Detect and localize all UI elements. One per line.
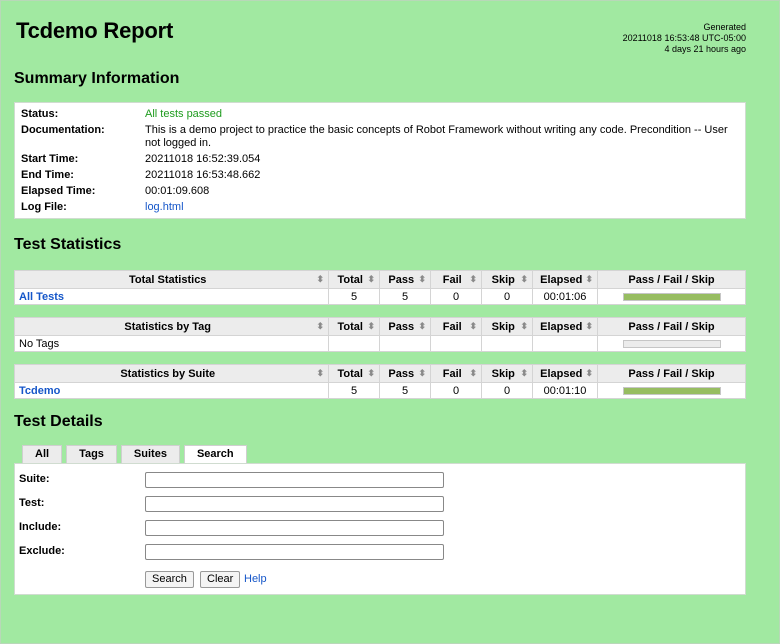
exclude-label: Exclude: xyxy=(19,545,65,557)
empty-bar xyxy=(623,340,721,348)
elapsed-col-label: Elapsed xyxy=(540,273,583,286)
generated-info xyxy=(623,22,746,55)
tag-statistics-title: Statistics by Tag xyxy=(124,320,212,333)
elapsed-time-label: Elapsed Time: xyxy=(21,185,96,197)
search-panel xyxy=(14,463,746,595)
stats-pass: 5 xyxy=(380,383,431,399)
end-time-value: 20211018 16:53:48.662 xyxy=(145,169,261,181)
sort-icon: ⬍ xyxy=(367,367,375,378)
fail-column-header[interactable] xyxy=(431,271,482,289)
total-column-header[interactable] xyxy=(329,271,380,289)
end-time-label: End Time: xyxy=(21,169,74,181)
graph-column-header: Pass / Fail / Skip xyxy=(598,271,746,289)
documentation-value: This is a demo project to practice the basic concepts of Robot Framework without writing any code. Precondition -- User not logged in. xyxy=(145,124,728,149)
start-time-value: 20211018 16:52:39.054 xyxy=(145,153,261,165)
statistics-heading: Test Statistics xyxy=(14,236,122,253)
stats-name-cell xyxy=(15,383,329,399)
suite-statistics-title: Statistics by Suite xyxy=(120,367,216,380)
sort-icon: ⬍ xyxy=(585,273,593,284)
sort-icon: ⬍ xyxy=(316,273,324,284)
stats-skip: 0 xyxy=(482,289,533,305)
tcdemo-suite-link[interactable]: Tcdemo xyxy=(19,384,61,397)
skip-column-header[interactable] xyxy=(482,271,533,289)
search-button[interactable]: Search xyxy=(145,571,194,588)
graph-column-header: Pass / Fail / Skip xyxy=(598,365,746,383)
stats-fail: 0 xyxy=(431,289,482,305)
sort-icon: ⬍ xyxy=(520,273,528,284)
stats-elapsed: 00:01:06 xyxy=(533,289,598,305)
generated-label: Generated xyxy=(703,22,746,32)
summary-panel xyxy=(14,102,746,219)
sort-icon: ⬍ xyxy=(585,367,593,378)
stats-elapsed: 00:01:10 xyxy=(533,383,598,399)
stats-row xyxy=(15,289,746,305)
stats-header-row xyxy=(15,271,746,289)
summary-row-end-time xyxy=(21,168,739,184)
sort-icon: ⬍ xyxy=(316,367,324,378)
total-col-label: Total xyxy=(337,320,363,333)
stats-graph-cell xyxy=(598,289,746,305)
skip-col-label: Skip xyxy=(491,367,515,380)
pass-bar-fill xyxy=(624,388,720,394)
stats-name-cell xyxy=(15,289,329,305)
stats-row xyxy=(15,336,746,352)
stats-skip xyxy=(482,336,533,352)
tab-tags[interactable]: Tags xyxy=(66,445,117,464)
documentation-label: Documentation: xyxy=(21,124,105,136)
pass-column-header[interactable] xyxy=(380,365,431,383)
total-column-header[interactable] xyxy=(329,365,380,383)
tab-search[interactable]: Search xyxy=(184,445,247,465)
stats-skip: 0 xyxy=(482,383,533,399)
skip-col-label: Skip xyxy=(491,273,515,286)
stats-row xyxy=(15,383,746,399)
log-file-cell xyxy=(145,200,739,216)
summary-row-documentation xyxy=(21,123,739,152)
stats-total: 5 xyxy=(329,289,380,305)
pass-col-label: Pass xyxy=(388,320,415,333)
suite-label: Suite: xyxy=(19,473,50,485)
tab-suites[interactable]: Suites xyxy=(121,445,180,464)
pass-col-label: Pass xyxy=(388,367,415,380)
exclude-input[interactable] xyxy=(145,544,444,560)
test-label: Test: xyxy=(19,497,45,509)
skip-column-header[interactable] xyxy=(482,365,533,383)
graph-column-header: Pass / Fail / Skip xyxy=(598,318,746,336)
elapsed-col-label: Elapsed xyxy=(540,367,583,380)
stats-graph-cell xyxy=(598,336,746,352)
stats-header-row xyxy=(15,365,746,383)
total-col-label: Total xyxy=(337,273,363,286)
stats-pass xyxy=(380,336,431,352)
status-value: All tests passed xyxy=(145,108,223,120)
pass-fail-skip-bar xyxy=(623,387,721,395)
details-heading: Test Details xyxy=(14,413,103,430)
skip-column-header[interactable] xyxy=(482,318,533,336)
stats-total xyxy=(329,336,380,352)
pass-fail-skip-bar xyxy=(623,293,721,301)
fail-column-header[interactable] xyxy=(431,318,482,336)
sort-icon: ⬍ xyxy=(418,367,426,378)
clear-button[interactable]: Clear xyxy=(200,571,240,588)
status-label: Status: xyxy=(21,108,59,120)
start-time-label: Start Time: xyxy=(21,153,79,165)
tag-statistics-table xyxy=(14,317,746,352)
suite-statistics-header[interactable] xyxy=(15,365,329,383)
fail-col-label: Fail xyxy=(442,273,462,286)
stats-header-row xyxy=(15,318,746,336)
sort-icon: ⬍ xyxy=(520,320,528,331)
log-file-label: Log File: xyxy=(21,201,67,213)
stats-fail xyxy=(431,336,482,352)
total-statistics-table xyxy=(14,270,746,305)
total-col-label: Total xyxy=(337,367,363,380)
test-input[interactable] xyxy=(145,496,444,512)
summary-row-status xyxy=(21,107,739,123)
stats-pass: 5 xyxy=(380,289,431,305)
all-tests-link[interactable]: All Tests xyxy=(19,290,65,303)
summary-row-elapsed-time xyxy=(21,184,739,200)
tag-statistics-header[interactable] xyxy=(15,318,329,336)
fail-col-label: Fail xyxy=(442,320,462,333)
total-statistics-title: Total Statistics xyxy=(129,273,207,286)
report-title: Tcdemo Report xyxy=(16,18,174,43)
total-statistics-header[interactable] xyxy=(15,271,329,289)
stats-elapsed xyxy=(533,336,598,352)
fail-column-header[interactable] xyxy=(431,365,482,383)
elapsed-column-header[interactable] xyxy=(533,271,598,289)
sort-icon: ⬍ xyxy=(367,273,375,284)
elapsed-column-header[interactable] xyxy=(533,318,598,336)
pass-bar-fill xyxy=(624,294,720,300)
log-file-link[interactable]: log.html xyxy=(145,201,184,213)
pass-column-header[interactable] xyxy=(380,318,431,336)
fail-col-label: Fail xyxy=(442,367,462,380)
pass-column-header[interactable] xyxy=(380,271,431,289)
suite-statistics-table xyxy=(14,364,746,399)
summary-row-start-time xyxy=(21,152,739,168)
sort-icon: ⬍ xyxy=(469,273,477,284)
details-tabs xyxy=(22,445,251,464)
sort-icon: ⬍ xyxy=(316,320,324,331)
elapsed-time-value: 00:01:09.608 xyxy=(145,185,210,197)
sort-icon: ⬍ xyxy=(418,320,426,331)
generated-time: 20211018 16:53:48 UTC-05:00 xyxy=(622,33,746,43)
sort-icon: ⬍ xyxy=(469,320,477,331)
stats-total: 5 xyxy=(329,383,380,399)
include-label: Include: xyxy=(19,521,62,533)
help-link[interactable]: Help xyxy=(244,573,267,585)
total-column-header[interactable] xyxy=(329,318,380,336)
sort-icon: ⬍ xyxy=(418,273,426,284)
stats-graph-cell xyxy=(598,383,746,399)
summary-row-log-file xyxy=(21,200,739,216)
sort-icon: ⬍ xyxy=(520,367,528,378)
include-input[interactable] xyxy=(145,520,444,536)
skip-col-label: Skip xyxy=(491,320,515,333)
sort-icon: ⬍ xyxy=(585,320,593,331)
sort-icon: ⬍ xyxy=(469,367,477,378)
stats-fail: 0 xyxy=(431,383,482,399)
elapsed-col-label: Elapsed xyxy=(540,320,583,333)
sort-icon: ⬍ xyxy=(367,320,375,331)
no-tags-cell: No Tags xyxy=(15,336,329,352)
summary-heading: Summary Information xyxy=(14,70,180,87)
summary-table xyxy=(21,107,739,216)
generated-ago: 4 days 21 hours ago xyxy=(664,44,746,54)
tab-all[interactable]: All xyxy=(22,445,62,464)
pass-col-label: Pass xyxy=(388,273,415,286)
elapsed-column-header[interactable] xyxy=(533,365,598,383)
suite-input[interactable] xyxy=(145,472,444,488)
